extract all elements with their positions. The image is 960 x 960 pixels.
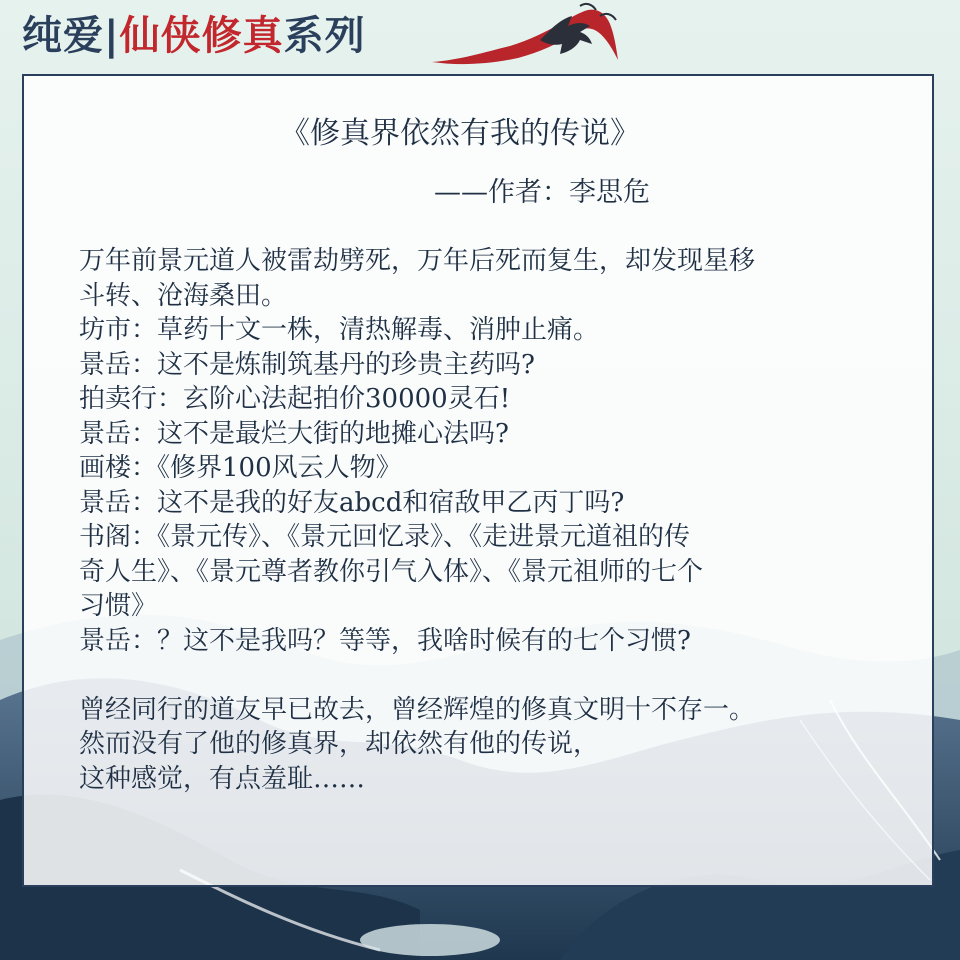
synopsis-line: 景岳：？这不是我吗？等等，我啥时候有的七个习惯? — [79, 625, 691, 656]
synopsis-line: 这种感觉，有点羞耻…… — [79, 763, 366, 794]
synopsis-line: 景岳：这不是最烂大街的地摊心法吗? — [79, 418, 509, 449]
header-banner — [0, 0, 960, 70]
synopsis-line: 万年前景元道人被雷劫劈死，万年后死而复生，却发现星移 — [79, 246, 756, 276]
synopsis-line: 斗转、沧海桑田。 — [79, 280, 288, 311]
paragraph-gap — [79, 658, 894, 693]
synopsis-line: 拍卖行：玄阶心法起拍价30000灵石! — [79, 384, 511, 414]
synopsis-line: 书阁：《景元传》、《景元回忆录》、《走进景元道祖的传 — [79, 522, 691, 552]
brand-part-2: 仙侠修真 — [119, 13, 284, 59]
synopsis-line: 画楼：《修界100风云人物》 — [79, 453, 402, 483]
synopsis-card — [22, 74, 934, 887]
synopsis-line: 奇人生》、《景元尊者教你引气入体》、《景元祖师的七个 — [79, 556, 704, 587]
synopsis-line: 景岳：这不是我的好友abcd和宿敌甲乙丙丁吗? — [79, 487, 625, 518]
brand-part-1: 纯爱| — [22, 13, 120, 59]
author-line: ——作者：李思危 — [434, 177, 650, 208]
synopsis-line: 景岳：这不是炼制筑基丹的珍贵主药吗? — [79, 349, 535, 380]
brand-part-3: 系列 — [283, 13, 366, 59]
synopsis-body — [79, 244, 894, 796]
dragon-icon — [430, 2, 620, 72]
series-brand — [22, 10, 366, 62]
synopsis-line: 习惯》 — [79, 591, 158, 621]
synopsis-line: 然而没有了他的修真界，却依然有他的传说， — [79, 729, 600, 759]
synopsis-line: 曾经同行的道友早已故去，曾经辉煌的修真文明十不存一。 — [79, 694, 756, 725]
synopsis-line: 坊市：草药十文一株，清热解毒、消肿止痛。 — [79, 315, 600, 345]
book-title: 《修真界依然有我的传说》 — [280, 116, 640, 151]
